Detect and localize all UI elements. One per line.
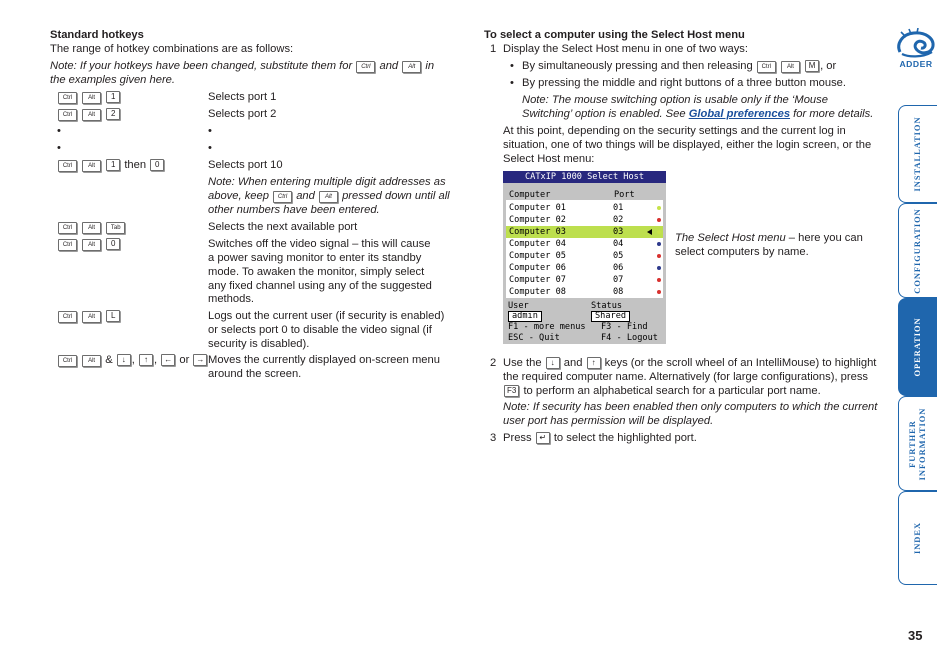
zero-key: 0	[150, 159, 164, 171]
osd-user-value: admin	[508, 311, 542, 322]
hotkey-combo-logout	[57, 309, 121, 323]
section-heading: To select a computer using the Select Host menu	[484, 29, 745, 41]
tab-label: OPERATION	[913, 317, 922, 377]
status-dot-icon	[657, 266, 661, 270]
bullet: •	[208, 142, 212, 154]
hotkey-desc: methods.	[208, 293, 255, 305]
status-dot-icon	[657, 278, 661, 282]
ctrl-key: Ctrl	[273, 191, 292, 203]
hotkey-note-line2: the examples given here.	[50, 74, 176, 86]
hotkey-combo-port1	[57, 90, 121, 104]
enter-key: ↵	[536, 432, 550, 444]
status-dot-icon	[657, 230, 661, 234]
arrow-down-key: ↓	[117, 354, 131, 366]
osd-host-list	[506, 200, 663, 298]
alt-key: Alt	[82, 311, 101, 323]
alt-key: Alt	[82, 355, 101, 367]
tab-index[interactable]	[898, 491, 937, 585]
section-heading: Standard hotkeys	[50, 29, 144, 41]
osd-host-row[interactable]: Computer 02 02	[506, 214, 663, 226]
hotkey-combo-port2	[57, 107, 121, 121]
ctrl-key: Ctrl	[58, 109, 77, 121]
osd-f1-hint: F1 - more menus	[508, 322, 586, 332]
alt-key: Alt	[402, 61, 421, 73]
osd-column-computer: Computer	[509, 190, 551, 200]
status-dot-icon	[657, 206, 661, 210]
ctrl-key: Ctrl	[58, 311, 77, 323]
tab-further-information[interactable]	[898, 396, 937, 491]
hotkey-combo-next	[57, 220, 126, 234]
screenshot-caption-2: select computers by name.	[675, 246, 809, 258]
security-note-2: user port has permission will be displayed.	[503, 415, 714, 427]
step-text: F3 to perform an alphabetical search for a particular port name.	[503, 384, 821, 398]
osd-host-row[interactable]: Computer 06 06	[506, 262, 663, 274]
tab-label: FURTHER INFORMATION	[908, 407, 927, 480]
osd-esc-hint: ESC - Quit	[508, 333, 560, 343]
hotkey-desc: a power saving monitor to enter its standby	[208, 252, 422, 264]
arrow-up-key: ↑	[139, 354, 153, 366]
osd-f3-hint: F3 - Find	[601, 322, 648, 332]
arrow-up-key: ↑	[587, 357, 601, 369]
tab-key: Tab	[106, 222, 125, 234]
m-key: M	[805, 60, 819, 72]
osd-status-label: Status	[591, 301, 623, 311]
status-dot-icon	[657, 290, 661, 294]
bullet: •	[57, 142, 61, 154]
tab-label: INSTALLATION	[913, 116, 922, 192]
ctrl-key: Ctrl	[58, 355, 77, 367]
osd-host-row-selected[interactable]: Computer 03 03	[506, 226, 663, 238]
hotkey-combo-video-off	[57, 237, 121, 251]
bullet-text: By pressing the middle and right buttons of a three button mouse.	[522, 77, 847, 89]
selection-arrow-icon	[647, 229, 652, 235]
arrow-left-key: ←	[161, 354, 175, 366]
osd-user-label: User	[508, 301, 529, 311]
ctrl-key: Ctrl	[58, 92, 77, 104]
osd-host-row[interactable]: Computer 04 04	[506, 238, 663, 250]
hotkey-desc: or selects port 0 to disable the video signal (if	[208, 324, 432, 336]
step-number: 3	[490, 432, 497, 444]
ctrl-key: Ctrl	[757, 61, 776, 73]
brand-name: ADDER	[899, 59, 933, 69]
hotkey-note-line1: Note: If your hotkeys have been changed, substitute them for Ctrl and Alt in	[50, 60, 435, 72]
osd-host-row[interactable]: Computer 01 01	[506, 202, 663, 214]
ctrl-key: Ctrl	[58, 239, 77, 251]
select-host-menu-screenshot	[503, 171, 666, 344]
alt-key: Alt	[82, 239, 101, 251]
bullet: •	[510, 60, 514, 72]
osd-status-value: Shared	[591, 311, 630, 322]
f3-key: F3	[504, 385, 519, 397]
adder-logo	[892, 28, 940, 68]
alt-key: Alt	[781, 61, 800, 73]
one-key: 1	[106, 159, 120, 171]
alt-key: Alt	[82, 222, 101, 234]
step-text: Use the ↓ and ↑ keys (or the scroll wheel of an IntelliMouse) to highlight	[503, 357, 877, 369]
page-number: 35	[908, 628, 923, 643]
tab-label: CONFIGURATION	[913, 207, 922, 294]
step-text: Display the Select Host menu in one of two ways:	[503, 43, 748, 55]
hotkey-combo-move: Ctrl Alt & ↓ , ↑ , ← or →	[57, 353, 208, 367]
intro-text: The range of hotkey combinations are as follows:	[50, 43, 294, 55]
hotkey-desc: Moves the currently displayed on-screen menu	[208, 354, 440, 366]
hotkey-desc: Logs out the current user (if security is enabled)	[208, 310, 445, 322]
ctrl-key: Ctrl	[356, 61, 375, 73]
l-key: L	[106, 310, 120, 322]
step-text: the required computer name. Alternatively (for large configurations), press	[503, 371, 869, 383]
osd-host-row[interactable]: Computer 08 08	[506, 286, 663, 298]
paragraph-line: Select Host menu:	[503, 153, 595, 165]
ctrl-key: Ctrl	[58, 160, 77, 172]
tab-configuration[interactable]	[898, 203, 937, 298]
alt-key: Alt	[82, 160, 101, 172]
tab-installation[interactable]	[898, 105, 937, 203]
tab-label: INDEX	[913, 522, 922, 554]
zero-key: 0	[106, 238, 120, 250]
mouse-note-2: Switching’ option is enabled. See Global preferences for more details.	[522, 108, 874, 120]
osd-host-row[interactable]: Computer 07 07	[506, 274, 663, 286]
osd-column-port: Port	[614, 190, 635, 200]
hotkey-desc: Selects port 2	[208, 108, 277, 120]
alt-key: Alt	[82, 109, 101, 121]
bullet: •	[208, 125, 212, 137]
hotkey-desc: Selects port 10	[208, 159, 283, 171]
hotkey-desc: mode. To awaken the monitor, simply select	[208, 266, 425, 278]
multi-digit-note-1: Note: When entering multiple digit addresses as	[208, 176, 446, 188]
mouse-note-1: Note: The mouse switching option is usable only if the ‘Mouse	[522, 94, 828, 106]
alt-key: Alt	[319, 191, 338, 203]
hotkey-desc: any fixed channel using any of the suggested	[208, 280, 432, 292]
ctrl-key: Ctrl	[58, 222, 77, 234]
step-number: 1	[490, 43, 497, 55]
global-preferences-link[interactable]: Global preferences	[688, 108, 791, 120]
bullet-text: By simultaneously pressing and then releasing Ctrl Alt M , or	[522, 60, 837, 72]
hotkey-desc: around the screen.	[208, 368, 302, 380]
security-note-1: Note: If security has been enabled then only computers to which the current	[503, 401, 878, 413]
step-text: Press ↵ to select the highlighted port.	[503, 432, 697, 444]
osd-f4-hint: F4 - Logout	[601, 333, 658, 343]
bullet: •	[57, 125, 61, 137]
arrow-right-key: →	[193, 354, 207, 366]
paragraph-line: situation, one of two things will be displayed, either the login screen, or the	[503, 139, 872, 151]
one-key: 1	[106, 91, 120, 103]
alt-key: Alt	[82, 92, 101, 104]
hotkey-combo-port10: Ctrl Alt 1 then 0	[57, 158, 165, 172]
arrow-down-key: ↓	[546, 357, 560, 369]
bullet: •	[510, 77, 514, 89]
multi-digit-note-2: above, keep Ctrl and Alt pressed down until all	[208, 190, 450, 202]
screenshot-caption-1: The Select Host menu – here you can	[675, 232, 863, 244]
hotkey-desc: security is disabled).	[208, 338, 310, 350]
status-dot-icon	[657, 218, 661, 222]
tab-operation[interactable]	[898, 298, 937, 396]
serpent-logo-icon	[892, 28, 940, 60]
paragraph-line: At this point, depending on the security settings and the current log in	[503, 125, 846, 137]
hotkey-desc: Switches off the video signal – this will cause	[208, 238, 431, 250]
status-dot-icon	[657, 242, 661, 246]
status-dot-icon	[657, 254, 661, 258]
hotkey-desc: Selects the next available port	[208, 221, 358, 233]
step-number: 2	[490, 357, 497, 369]
hotkey-desc: Selects port 1	[208, 91, 277, 103]
osd-title: CATxIP 1000 Select Host	[503, 171, 666, 183]
two-key: 2	[106, 108, 120, 120]
osd-host-row[interactable]: Computer 05 05	[506, 250, 663, 262]
multi-digit-note-3: other numbers have been entered.	[208, 204, 380, 216]
